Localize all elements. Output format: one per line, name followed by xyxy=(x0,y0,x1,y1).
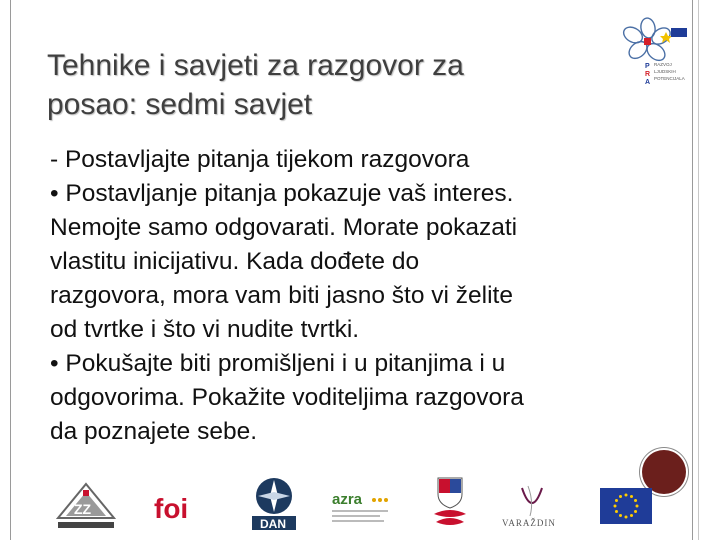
footer-logos xyxy=(0,476,720,536)
eu-star-icon xyxy=(619,495,622,498)
varazdin-logo-text: VARAŽDIN xyxy=(502,518,556,528)
flower-logo-icon xyxy=(618,14,694,90)
eu-star-icon xyxy=(619,514,622,517)
eu-flag-icon xyxy=(600,488,652,524)
title-line-2: posao: sedmi savjet xyxy=(47,88,313,121)
logo-caption-1: RAZVOJ xyxy=(654,62,672,67)
svg-text:ZZ: ZZ xyxy=(74,501,92,517)
foi-logo-icon xyxy=(150,488,200,528)
eu-star-icon xyxy=(615,499,618,502)
zz-logo-icon xyxy=(54,482,118,532)
eu-star-icon xyxy=(634,499,637,502)
body-line: razgovora, mora vam biti jasno što vi želite xyxy=(50,282,513,309)
body-line: - Postavljajte pitanja tijekom razgovora xyxy=(50,146,470,173)
eu-star-icon xyxy=(630,495,633,498)
eu-star-icon xyxy=(634,510,637,513)
logo-caption-3: POTENCIJALA xyxy=(654,76,685,81)
body-line: Nemojte samo odgovarati. Morate pokazati xyxy=(50,214,518,241)
body-line: od tvrtke i što vi nudite tvrtki. xyxy=(50,316,360,343)
dan-logo-text: DAN xyxy=(260,517,286,531)
body-line: vlastitu inicijativu. Kada dođete do xyxy=(50,248,420,275)
dan-compass-logo-icon xyxy=(248,476,300,532)
coat-of-arms-icon xyxy=(430,476,470,532)
eu-star-icon xyxy=(636,505,639,508)
varazdin-logo-icon xyxy=(500,482,564,530)
azra-logo-text: azra xyxy=(332,491,363,508)
eu-star-icon xyxy=(625,494,628,497)
body-line: odgovorima. Pokažite voditeljima razgovora xyxy=(50,384,524,411)
body-line: • Postavljanje pitanja pokazuje vaš interes. xyxy=(50,180,514,207)
eu-star-icon xyxy=(614,505,617,508)
frame-left-line xyxy=(10,0,11,540)
frame-right-line-2 xyxy=(698,0,699,540)
logo-letter-a: A xyxy=(645,79,651,86)
slide-body xyxy=(50,143,680,449)
eu-star-icon xyxy=(615,510,618,513)
eu-star-icon xyxy=(630,514,633,517)
logo-letter-r: R xyxy=(645,71,651,78)
logo-caption-2: LJUDSKIH xyxy=(654,69,676,74)
body-line: da poznajete sebe. xyxy=(50,418,258,445)
body-line: • Pokušajte biti promišljeni i u pitanjima i u xyxy=(50,350,506,377)
foi-logo-text: foi xyxy=(154,493,189,524)
eu-star-icon xyxy=(625,516,628,519)
logo-letter-p: P xyxy=(645,63,650,70)
title-line-1: Tehnike i savjeti za razgovor za xyxy=(47,49,464,82)
azra-logo-icon xyxy=(330,488,392,530)
slide-title xyxy=(47,46,607,124)
